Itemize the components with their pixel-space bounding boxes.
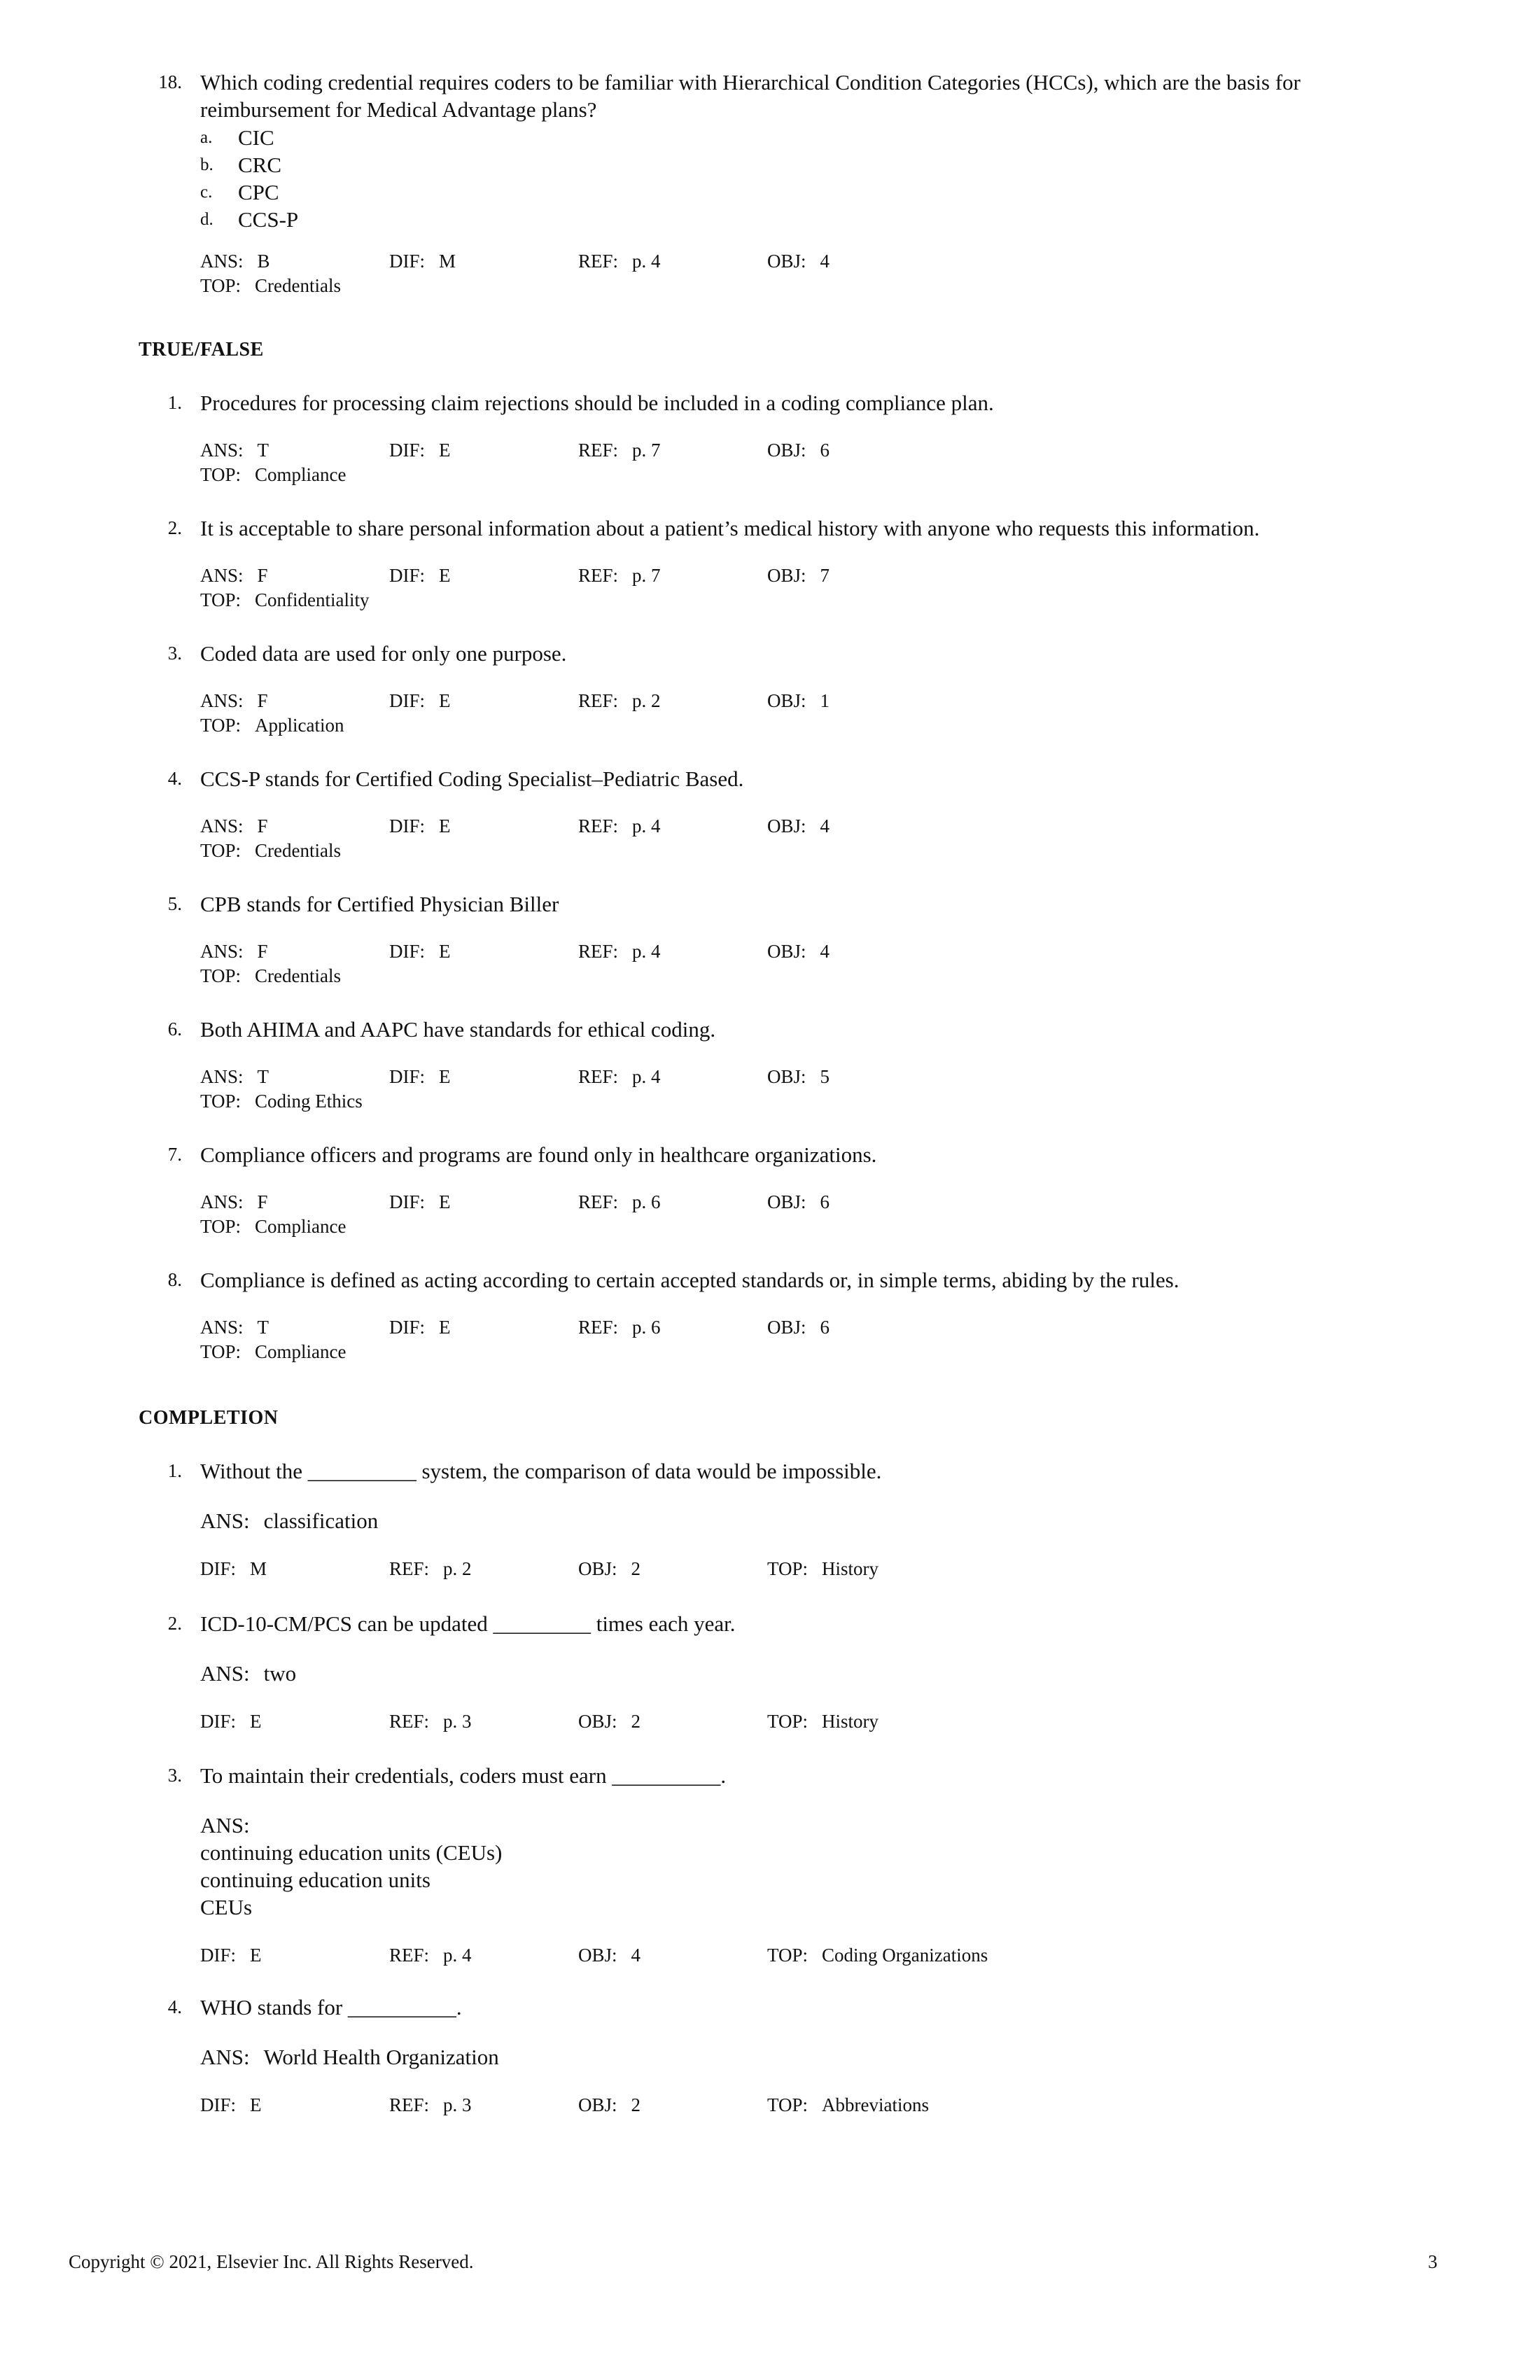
answer-meta-value: T (257, 1317, 270, 1338)
objective-meta-value: 7 (820, 565, 830, 586)
objective-meta: OBJ: 4 (767, 251, 830, 272)
difficulty-meta-label: DIF: (389, 1191, 426, 1212)
reference-meta-label: REF: (578, 941, 619, 962)
objective-meta-label: OBJ: (578, 1558, 617, 1579)
objective-meta-label: OBJ: (767, 941, 806, 962)
answer-meta-value: T (257, 1066, 270, 1087)
reference-meta (389, 2093, 472, 2118)
option-letter: b. (200, 155, 214, 174)
answer-label: ANS: (200, 1508, 250, 1533)
answer-meta (200, 814, 268, 839)
reference-meta-label: REF: (578, 440, 619, 461)
reference-meta-value: p. 4 (632, 941, 661, 962)
question-text-line2: reimbursement for Medical Advantage plans? (200, 97, 597, 122)
objective-meta-label: OBJ: (578, 2094, 617, 2115)
difficulty-meta (200, 1709, 262, 1734)
topic-meta-value: History (822, 1711, 879, 1732)
reference-meta (578, 689, 661, 713)
reference-meta-label: REF: (578, 690, 619, 711)
reference-meta (578, 814, 661, 839)
question-text: Without the __________ system, the comparison of data would be impossible. (200, 1459, 882, 1483)
objective-meta (578, 1943, 640, 1968)
page-number: 3 (1428, 2251, 1438, 2272)
topic-meta-value: Credentials (255, 840, 341, 861)
reference-meta (389, 1709, 472, 1734)
question-text: CPB stands for Certified Physician Biller (200, 892, 559, 916)
answer-meta-label: ANS: (200, 440, 244, 461)
option-letter: a. (200, 128, 213, 147)
objective-meta (767, 939, 830, 964)
objective-meta-value: 6 (820, 1317, 830, 1338)
question-number: 18. (158, 71, 182, 92)
topic-meta (200, 463, 346, 487)
answer-meta (200, 1660, 296, 1687)
reference-meta (389, 1557, 472, 1581)
objective-meta-value: 5 (820, 1066, 830, 1087)
reference-meta-label: REF: (389, 1711, 430, 1732)
difficulty-meta-value: E (439, 1317, 451, 1338)
topic-meta-value: Coding Organizations (822, 1945, 988, 1966)
objective-meta-value: 2 (631, 2094, 641, 2115)
objective-meta (767, 814, 830, 839)
objective-meta (767, 1065, 830, 1089)
reference-meta-label: REF: (578, 1066, 619, 1087)
question-number: 3. (167, 1765, 182, 1786)
difficulty-meta-value: E (439, 440, 451, 461)
option-text: CRC (238, 153, 282, 177)
difficulty-meta-value: E (439, 941, 451, 962)
answer-meta (200, 1065, 269, 1089)
difficulty-meta (200, 2093, 262, 2118)
reference-meta-label: REF: (578, 565, 619, 586)
objective-meta-value: 2 (631, 1711, 641, 1732)
difficulty-meta-value: E (439, 690, 451, 711)
topic-meta (200, 839, 341, 863)
objective-meta-value: 2 (631, 1558, 641, 1579)
answer-line: CEUs (200, 1895, 253, 1919)
objective-meta-value: 6 (820, 440, 830, 461)
answer-meta-label: ANS: (200, 565, 244, 586)
reference-meta-label: REF: (578, 1191, 619, 1212)
difficulty-meta-value: E (250, 1711, 262, 1732)
objective-meta (578, 1709, 640, 1734)
question-text: Compliance officers and programs are found only in healthcare organizations. (200, 1142, 877, 1167)
answer-meta-value: F (257, 941, 268, 962)
question-text: Procedures for processing claim rejections should be included in a coding compliance plan. (200, 391, 994, 415)
answer-meta-value: F (257, 565, 268, 586)
difficulty-meta: DIF: M (389, 251, 456, 272)
difficulty-meta-label: DIF: (389, 816, 426, 836)
topic-meta-value: Credentials (255, 965, 341, 986)
answer-value: classification (263, 1508, 379, 1533)
topic-meta-label: TOP: (200, 1216, 241, 1237)
difficulty-meta (200, 1557, 267, 1581)
topic-meta-label: TOP: (200, 840, 241, 861)
question-text: ICD-10-CM/PCS can be updated _________ times each year. (200, 1611, 736, 1636)
difficulty-meta (389, 689, 451, 713)
topic-meta (767, 1943, 988, 1968)
question-number: 4. (167, 768, 182, 789)
reference-meta-value: p. 6 (632, 1191, 661, 1212)
answer-meta-label: ANS: (200, 1191, 244, 1212)
difficulty-meta (200, 1943, 262, 1968)
difficulty-meta-label: DIF: (200, 1558, 237, 1579)
objective-meta-label: OBJ: (767, 440, 806, 461)
topic-meta-value: Compliance (255, 1341, 346, 1362)
difficulty-meta-label: DIF: (389, 941, 426, 962)
difficulty-meta-label: DIF: (389, 690, 426, 711)
answer-value: two (263, 1661, 297, 1686)
question-text: Compliance is defined as acting according to certain accepted standards or, in simple terms, abiding by the rules. (200, 1268, 1180, 1292)
difficulty-meta (389, 1315, 451, 1340)
answer-meta (200, 2043, 499, 2071)
topic-meta (767, 1709, 878, 1734)
difficulty-meta-value: E (439, 1066, 451, 1087)
answer-line: continuing education units (200, 1868, 430, 1892)
topic-meta-value: Confidentiality (255, 589, 370, 610)
topic-meta-value: Compliance (255, 464, 346, 485)
question-text: CCS-P stands for Certified Coding Specialist–Pediatric Based. (200, 766, 744, 791)
reference-meta-value: p. 3 (443, 1711, 472, 1732)
objective-meta-label: OBJ: (767, 690, 806, 711)
answer-value: World Health Organization (263, 2045, 499, 2069)
difficulty-meta (389, 564, 451, 588)
topic-meta-label: TOP: (200, 715, 241, 736)
option-letter: c. (200, 183, 213, 202)
objective-meta (767, 1190, 830, 1214)
option-text: CIC (238, 125, 274, 150)
question-number: 2. (167, 517, 182, 538)
reference-meta-value: p. 4 (443, 1945, 472, 1966)
question-number: 2. (167, 1613, 182, 1634)
objective-meta (767, 1315, 830, 1340)
answer-meta-label: ANS: (200, 816, 244, 836)
topic-meta-value: Coding Ethics (255, 1091, 363, 1112)
topic-meta-value: Abbreviations (822, 2094, 930, 2115)
topic-meta-label: TOP: (767, 2094, 808, 2115)
objective-meta-label: OBJ: (767, 816, 806, 836)
objective-meta (578, 2093, 640, 2118)
copyright-notice: Copyright © 2021, Elsevier Inc. All Rights Reserved. (69, 2251, 474, 2272)
objective-meta-value: 4 (820, 941, 830, 962)
reference-meta (578, 1190, 661, 1214)
reference-meta (578, 1315, 661, 1340)
answer-meta (200, 438, 269, 463)
reference-meta-value: p. 4 (632, 1066, 661, 1087)
difficulty-meta-label: DIF: (200, 1945, 237, 1966)
topic-meta-label: TOP: (200, 589, 241, 610)
objective-meta (767, 564, 830, 588)
topic-meta-value: Application (255, 715, 344, 736)
difficulty-meta (389, 1190, 451, 1214)
answer-meta (200, 689, 268, 713)
reference-meta-value: p. 7 (632, 565, 661, 586)
answer-meta-label: ANS: (200, 690, 244, 711)
reference-meta-value: p. 3 (443, 2094, 472, 2115)
question-text: It is acceptable to share personal information about a patient’s medical history with anyone who requests this information. (200, 516, 1260, 540)
answer-meta-value: T (257, 440, 270, 461)
objective-meta-label: OBJ: (767, 1066, 806, 1087)
topic-meta: TOP: Credentials (200, 275, 341, 296)
question-number: 3. (167, 643, 182, 664)
topic-meta (200, 1214, 346, 1239)
difficulty-meta-value: E (250, 2094, 262, 2115)
option-text: CCS-P (238, 207, 299, 232)
objective-meta-label: OBJ: (767, 565, 806, 586)
topic-meta-label: TOP: (200, 464, 241, 485)
question-text: Both AHIMA and AAPC have standards for ethical coding. (200, 1017, 716, 1042)
reference-meta-value: p. 2 (443, 1558, 472, 1579)
answer-label: ANS: (200, 2045, 250, 2069)
difficulty-meta (389, 814, 451, 839)
question-number: 6. (167, 1018, 182, 1040)
topic-meta-label: TOP: (767, 1945, 808, 1966)
answer-meta (200, 564, 268, 588)
difficulty-meta-value: E (250, 1945, 262, 1966)
objective-meta (767, 689, 830, 713)
question-text-line1: Which coding credential requires coders to be familiar with Hierarchical Condition Categories (HCCs), which are the basis for (200, 70, 1301, 94)
topic-meta (200, 964, 341, 988)
reference-meta: REF: p. 4 (578, 251, 661, 272)
difficulty-meta-label: DIF: (389, 1066, 426, 1087)
difficulty-meta-value: M (250, 1558, 267, 1579)
answer-meta-label: ANS: (200, 941, 244, 962)
question-number: 4. (167, 1996, 182, 2017)
answer-meta: ANS: B (200, 251, 270, 272)
difficulty-meta-value: E (439, 816, 451, 836)
objective-meta-value: 4 (631, 1945, 641, 1966)
objective-meta-label: OBJ: (767, 1191, 806, 1212)
reference-meta-value: p. 4 (632, 816, 661, 836)
option-text: CPC (238, 180, 279, 204)
topic-meta-label: TOP: (200, 1091, 241, 1112)
question-text: Coded data are used for only one purpose. (200, 641, 567, 666)
topic-meta-label: TOP: (767, 1711, 808, 1732)
difficulty-meta (389, 939, 451, 964)
answer-meta-label: ANS: (200, 1317, 244, 1338)
topic-meta (200, 1089, 363, 1114)
topic-meta-label: TOP: (767, 1558, 808, 1579)
difficulty-meta-value: E (439, 565, 451, 586)
objective-meta-label: OBJ: (578, 1711, 617, 1732)
answer-meta (200, 1315, 269, 1340)
objective-meta-value: 4 (820, 816, 830, 836)
difficulty-meta-label: DIF: (389, 565, 426, 586)
topic-meta (200, 713, 344, 738)
objective-meta-value: 6 (820, 1191, 830, 1212)
answer-meta-value: F (257, 1191, 268, 1212)
answer-label: ANS: (200, 1813, 250, 1837)
reference-meta (389, 1943, 472, 1968)
question-number: 8. (167, 1269, 182, 1290)
objective-meta (578, 1557, 640, 1581)
reference-meta (578, 1065, 661, 1089)
difficulty-meta-label: DIF: (389, 440, 426, 461)
answer-meta (200, 1190, 268, 1214)
question-number: 1. (167, 1460, 182, 1481)
topic-meta-label: TOP: (200, 1341, 241, 1362)
answer-meta-value: F (257, 690, 268, 711)
topic-meta-value: History (822, 1558, 879, 1579)
difficulty-meta-label: DIF: (200, 1711, 237, 1732)
reference-meta (578, 564, 661, 588)
reference-meta-label: REF: (389, 1558, 430, 1579)
topic-meta (767, 2093, 929, 2118)
objective-meta (767, 438, 830, 463)
reference-meta-label: REF: (389, 1945, 430, 1966)
answer-line: continuing education units (CEUs) (200, 1840, 503, 1865)
topic-meta-value: Compliance (255, 1216, 346, 1237)
answer-label: ANS: (200, 1661, 250, 1686)
answer-meta (200, 1507, 378, 1534)
difficulty-meta (389, 438, 451, 463)
difficulty-meta-label: DIF: (389, 1317, 426, 1338)
question-number: 7. (167, 1144, 182, 1165)
topic-meta (200, 1340, 346, 1364)
question-text: WHO stands for __________. (200, 1995, 462, 2019)
reference-meta (578, 438, 661, 463)
reference-meta-label: REF: (578, 1317, 619, 1338)
difficulty-meta-label: DIF: (200, 2094, 237, 2115)
question-text: To maintain their credentials, coders must earn __________. (200, 1763, 727, 1788)
section-heading-true-false: TRUE/FALSE (139, 339, 264, 360)
reference-meta-value: p. 6 (632, 1317, 661, 1338)
topic-meta (200, 588, 370, 612)
question-number: 5. (167, 893, 182, 914)
objective-meta-label: OBJ: (578, 1945, 617, 1966)
section-heading-completion: COMPLETION (139, 1407, 279, 1429)
answer-meta-label: ANS: (200, 1066, 244, 1087)
topic-meta-label: TOP: (200, 965, 241, 986)
reference-meta-value: p. 7 (632, 440, 661, 461)
objective-meta-label: OBJ: (767, 1317, 806, 1338)
topic-meta (767, 1557, 878, 1581)
option-letter: d. (200, 210, 214, 229)
answer-meta (200, 939, 268, 964)
reference-meta-label: REF: (389, 2094, 430, 2115)
answer-meta-value: F (257, 816, 268, 836)
reference-meta-value: p. 2 (632, 690, 661, 711)
reference-meta-label: REF: (578, 816, 619, 836)
objective-meta-value: 1 (820, 690, 830, 711)
difficulty-meta-value: E (439, 1191, 451, 1212)
difficulty-meta (389, 1065, 451, 1089)
question-number: 1. (167, 392, 182, 413)
reference-meta (578, 939, 661, 964)
